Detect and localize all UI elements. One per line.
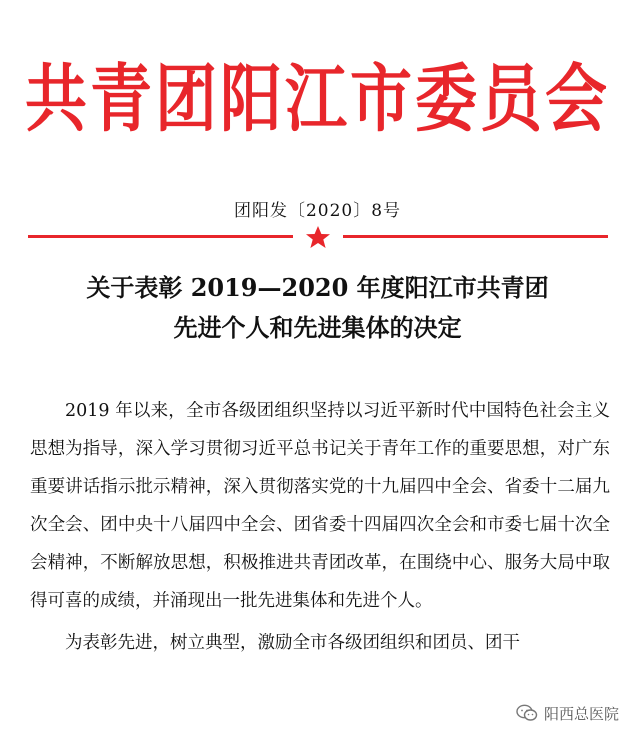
document-number: 团阳发〔2020〕8号 [233,201,402,221]
heading-line-2: 先进个人和先进集体的决定 [173,313,462,342]
star-icon [306,226,330,248]
organization-title: 共青团阳江市委员会 [24,55,610,142]
red-divider-with-star [28,226,608,250]
paragraph-2: 为表彰先进，树立典型，激励全市各级团组织和团员、团干 [65,633,520,653]
divider-line-right [343,235,608,238]
divider-line-left [28,235,293,238]
watermark-text: 阳西总医院 [543,704,619,723]
body-text [30,392,610,662]
document-heading [0,268,635,348]
paragraph-1: 2019 年以来，全市各级团组织坚持以习近平新时代中国特色社会主义思想为指导，深入学习贯彻习近平总书记关于青年工作的重要思想，对广东重要讲话指示批示精神，深入贯彻落实党的十九届四中全会、省委十二届九次全会、团中央十八届四中全会、团省委十四届四次全会和市委七届十次全会精神，不断解放思想，积极推进共青团改革，在围绕中心、服务大局中取得可喜的成绩，并涌现出一批先进集体和先进个人。 [30,401,610,611]
heading-line-1: 关于表彰 2019—2020 年度阳江市共青团 [86,273,549,302]
wechat-icon [516,704,538,722]
wechat-watermark [512,701,623,725]
